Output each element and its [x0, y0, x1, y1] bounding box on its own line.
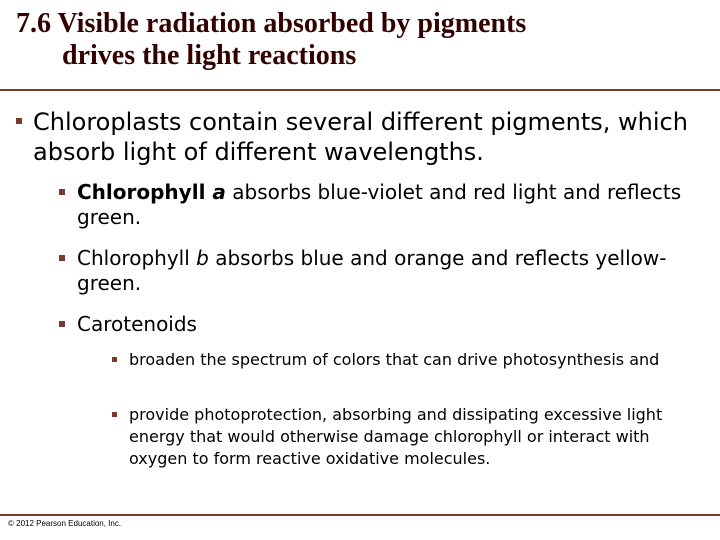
- bullet-chlorophyll-b: [59, 246, 699, 296]
- chlorophyll-a-name: Chlorophyll: [77, 180, 213, 204]
- chlorophyll-a-term: [77, 180, 226, 204]
- chlorophyll-b-letter: b: [196, 246, 209, 270]
- bullet-marker: [59, 321, 65, 327]
- title-line-2: drives the light reactions: [62, 40, 357, 71]
- chlorophyll-a-letter: a: [212, 180, 226, 204]
- copyright-notice: © 2012 Pearson Education, Inc.: [8, 519, 122, 528]
- bullet-text: Chloroplasts contain several different pigments, which absorb light of different wavelengths.: [33, 108, 688, 166]
- footer-divider: [0, 514, 720, 516]
- bullet-text: broaden the spectrum of colors that can drive photosynthesis and: [129, 350, 660, 369]
- bullet-marker: [16, 118, 22, 124]
- sub-bullet-broaden-spectrum: [112, 349, 692, 371]
- bullet-text: [59, 180, 699, 230]
- bullet-marker: [112, 357, 117, 362]
- bullet-text: [59, 246, 699, 296]
- slide-title: [16, 8, 706, 72]
- chlorophyll-a-description: absorbs blue-violet and red light and reflects green.: [77, 180, 682, 229]
- bullet-chlorophyll-a: [59, 180, 699, 230]
- chlorophyll-b-description: absorbs blue and orange and reflects yellow-green.: [77, 246, 667, 295]
- bullet-text: Carotenoids: [77, 312, 197, 336]
- title-line-1: 7.6 Visible radiation absorbed by pigments: [16, 8, 527, 39]
- bullet-marker: [112, 412, 117, 417]
- bullet-marker: [59, 189, 65, 195]
- bullet-marker: [59, 255, 65, 261]
- bullet-text: provide photoprotection, absorbing and dissipating excessive light energy that would otherwise damage chlorophyll or interact with oxygen to form reactive oxidative molecules.: [129, 405, 663, 468]
- chlorophyll-b-name: Chlorophyll: [77, 246, 197, 270]
- bullet-chloroplasts: [16, 107, 696, 167]
- bullet-carotenoids: [59, 312, 699, 337]
- title-divider: [0, 89, 720, 91]
- sub-bullet-photoprotection: [112, 404, 692, 470]
